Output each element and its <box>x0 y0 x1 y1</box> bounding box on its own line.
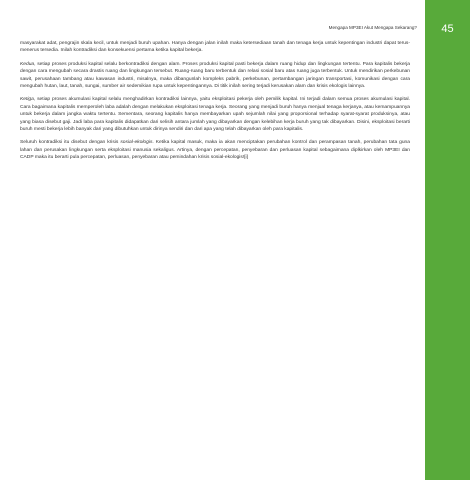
paragraph-4-italic: sosial-ekologis <box>120 140 153 146</box>
page-number: 45 <box>441 23 454 35</box>
running-header: Mengapa MP3EI Akut Mengapa Sekarang? <box>328 25 417 30</box>
chapter-side-strip <box>425 0 470 480</box>
paragraph-2-lead: Kedua <box>20 61 35 67</box>
paragraph-1-text: masyarakat adat, pengrajin skala kecil, untuk menjadi buruh upahan. Hanya dengan jalan inilah maka ketersediaan tanah dan tenaga kerja untuk kepentingan industri dapat terus-menerus tersedia. Inilah kontradiksi dan konsekuensi pertama ketika kapital bekerja. <box>20 41 410 54</box>
paragraph-3 <box>20 96 410 133</box>
paragraph-4-text-after: . Ketika kapital masuk, maka ia akan menciptakan perubahan kontrol dan perampasan tanah, perubahan tata guna lahan dan perusakan lingkungan serta eksploitasi manusia sekaligus. Artinya, dengan percepatan, penyebaran dan perluasan kapital sebagaimana diplkirkan oleh MP3EI dan CADP maka itu berarti pula percepatan, perluasan, penyebaran atau pemindahan krisis sosial-ekologis![i] <box>20 140 410 161</box>
body-text <box>20 40 410 162</box>
paragraph-1 <box>20 40 410 55</box>
paragraph-4-text-before: Seluruh kontradiksi itu disebut dengan krisis <box>20 140 121 146</box>
paragraph-3-lead: Ketiga <box>20 97 34 103</box>
paragraph-3-text: , setiap proses akumulasi kapital selalu menghadirkan kontradiksi lainnya, yaitu eksploitasi pekerja oleh pemilik kapital. Ini terjadi dalam semua proses akumulasi kapital. Cara bagaimana kapitalis memperoleh laba adalah dengan melakukan eksploitasi tenaga kerja. Seorang yang menjadi buruh hanya menjual tenaga kerjanya, atau kemampuannya untuk bekerja dalam jangka waktu tertentu. Sementara, seorang kapitalis hanya membayarkan upah sejumlah nilai yang proporsional terhadap syarat-syarat produksinya, atau yang biasa disebut gaji. Jadi laba para kapitalis didapatkan dari selisih antara jumlah yang dibayarkan dengan kelebihan kerja buruh yang tak dibayarkan. Disini, eksploitasi berarti buruh mesti bekerja lebih banyak dari yang dibutuhkan untuk dirinya sendiri dan dari apa yang telah dibayarkan oleh para kapitalis. <box>20 97 410 133</box>
paragraph-4 <box>20 139 410 161</box>
paragraph-2-text: , setiap proses produksi kapital selalu berkontradiksi dengan alam. Proses produksi kapital pasti bekerja dalam ruang hidup dan lingkungan tertentu. Para kapitalis bekerja dengan cara mengubah secara drastis ruang dan lingkungan tersebut. Ruang-ruang baru terbentuk dan relasi sosial baru atas ruang juga terbentuk. Untuk mendirikan perkebunan sawit, perusahaan tambang atau kawasan industri, misalnya, maka dibangunlah kompleks pabrik, perkebunan, pertambangan jaringan transportasi, komunikasi dengan cara mengubah hutan, laut, tanah, sungai, sumber air sedemikian rupa untuk kepentingannya. Di titik inilah sering terjadi kerusakan alam dan krisis ekologis lainnya. <box>20 61 410 90</box>
paragraph-2 <box>20 61 410 91</box>
